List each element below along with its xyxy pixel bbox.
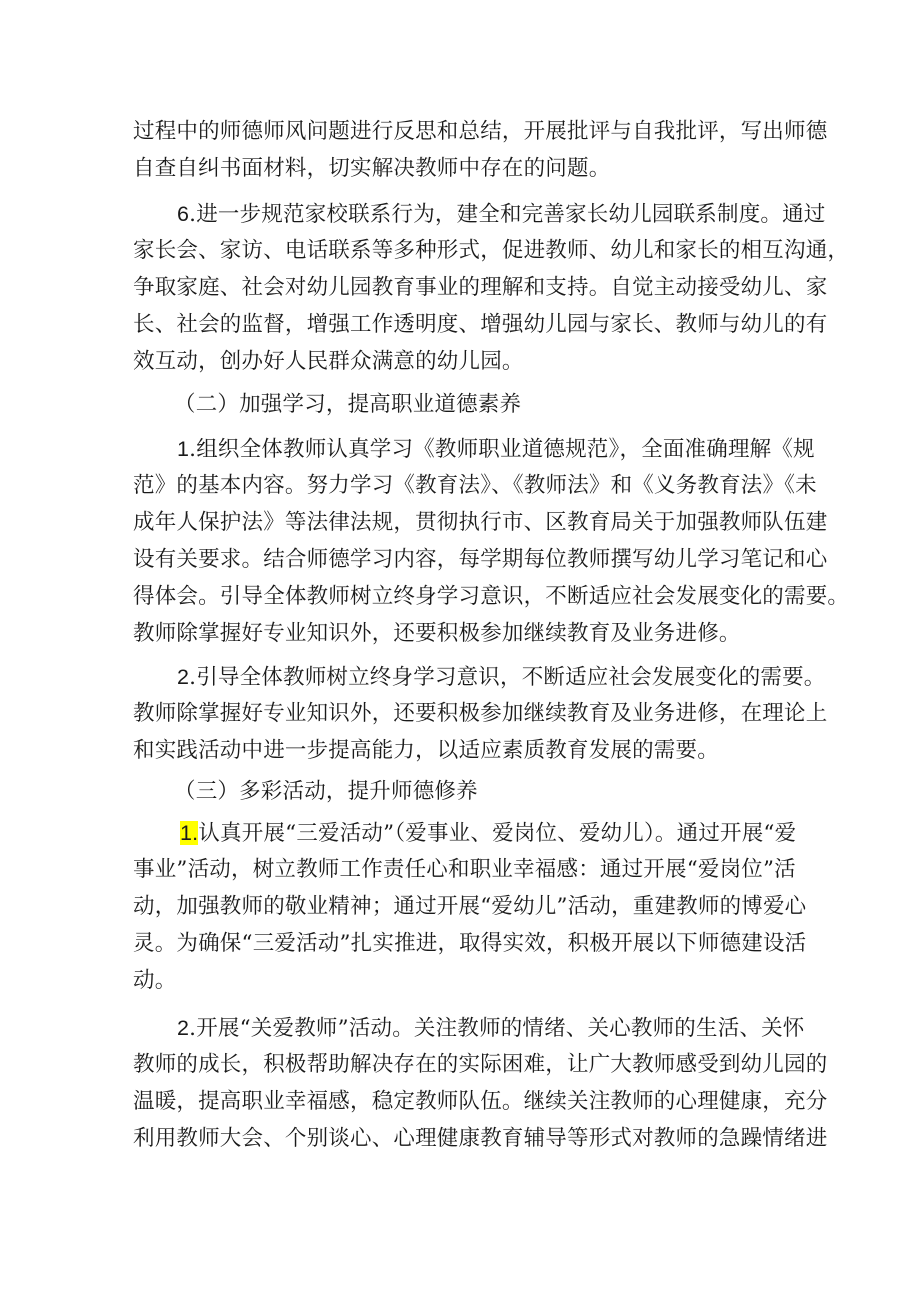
- paragraph-line: 动。: [133, 968, 177, 993]
- section-heading: （二）加强学习，提高职业道德素养: [174, 392, 522, 417]
- paragraph-line: 教师的成长，积极帮助解决存在的实际困难，让广大教师感受到幼儿园的: [133, 1052, 828, 1077]
- section-heading: （三）多彩活动，提升师德修养: [174, 779, 478, 804]
- paragraph-line: 家长会、家访、电话联系等多种形式，促进教师、幼儿和家长的相互沟通，: [133, 238, 850, 263]
- paragraph-line: 成年人保护法》等法律法规，贯彻执行市、区教育局关于加强教师队伍建: [133, 510, 828, 535]
- paragraph-line: 教师除掌握好专业知识外，还要积极参加继续教育及业务进修，在理论上: [133, 701, 828, 726]
- paragraph-number: 2: [177, 665, 190, 689]
- paragraph-number: 6: [177, 202, 190, 226]
- highlighted-paragraph-number: 1.: [180, 821, 199, 845]
- paragraph-line: 认真开展“三爱活动”（爱事业、爱岗位、爱幼儿）。通过开展“爱: [198, 821, 797, 846]
- paragraph-number: 1: [177, 437, 190, 461]
- numbered-paragraph-first-line: [177, 431, 815, 467]
- paragraph-line: 和实践活动中进一步提高能力，以适应素质教育发展的需要。: [133, 738, 719, 763]
- paragraph-line: 自查自纠书面材料，切实解决教师中存在的问题。: [133, 156, 611, 181]
- paragraph-line: .进一步规范家校联系行为，建全和完善家长幼儿园联系制度。通过: [189, 202, 826, 227]
- paragraph-line: 教师除掌握好专业知识外，还要积极参加继续教育及业务进修。: [133, 621, 741, 646]
- paragraph-line: .开展“关爱教师”活动。关注教师的情绪、关心教师的生活、关怀: [189, 1016, 805, 1041]
- paragraph-line: 动，加强教师的敬业精神；通过开展“爱幼儿”活动，重建教师的博爱心: [133, 894, 807, 919]
- paragraph-line: .组织全体教师认真学习《教师职业道德规范》，全面准确理解《规: [189, 437, 815, 462]
- paragraph-line: 得体会。引导全体教师树立终身学习意识，不断适应社会发展变化的需要。: [133, 584, 850, 609]
- paragraph-line: 长、社会的监督，增强工作透明度、增强幼儿园与家长、教师与幼儿的有: [133, 312, 828, 337]
- paragraph-line: 范》的基本内容。努力学习《教育法》、《教师法》和《义务教育法》《未: [133, 473, 817, 498]
- paragraph-line: 灵。为确保“三爱活动”扎实推进，取得实效，积极开展以下师德建设活: [133, 931, 807, 956]
- numbered-paragraph-first-line: [177, 1010, 805, 1046]
- numbered-paragraph-first-line: [177, 659, 826, 695]
- paragraph-line: 设有关要求。结合师德学习内容，每学期每位教师撰写幼儿学习笔记和心: [133, 547, 828, 572]
- numbered-paragraph-first-line: [180, 815, 796, 851]
- paragraph-line: 事业”活动，树立教师工作责任心和职业幸福感：通过开展“爱岗位”活: [133, 857, 796, 882]
- paragraph-line: .引导全体教师树立终身学习意识，不断适应社会发展变化的需要。: [189, 665, 826, 690]
- paragraph-line: 效互动，创办好人民群众满意的幼儿园。: [133, 349, 524, 374]
- numbered-paragraph-first-line: [177, 196, 826, 232]
- paragraph-line: 温暖，提高职业幸福感，稳定教师队伍。继续关注教师的心理健康，充分: [133, 1089, 828, 1114]
- paragraph-line: 利用教师大会、个别谈心、心理健康教育辅导等形式对教师的急躁情绪进: [133, 1126, 828, 1151]
- paragraph-line: 过程中的师德师风问题进行反思和总结，开展批评与自我批评，写出师德: [133, 119, 828, 144]
- paragraph-line: 争取家庭、社会对幼儿园教育事业的理解和支持。自觉主动接受幼儿、家: [133, 275, 828, 300]
- paragraph-number: 2: [177, 1016, 190, 1040]
